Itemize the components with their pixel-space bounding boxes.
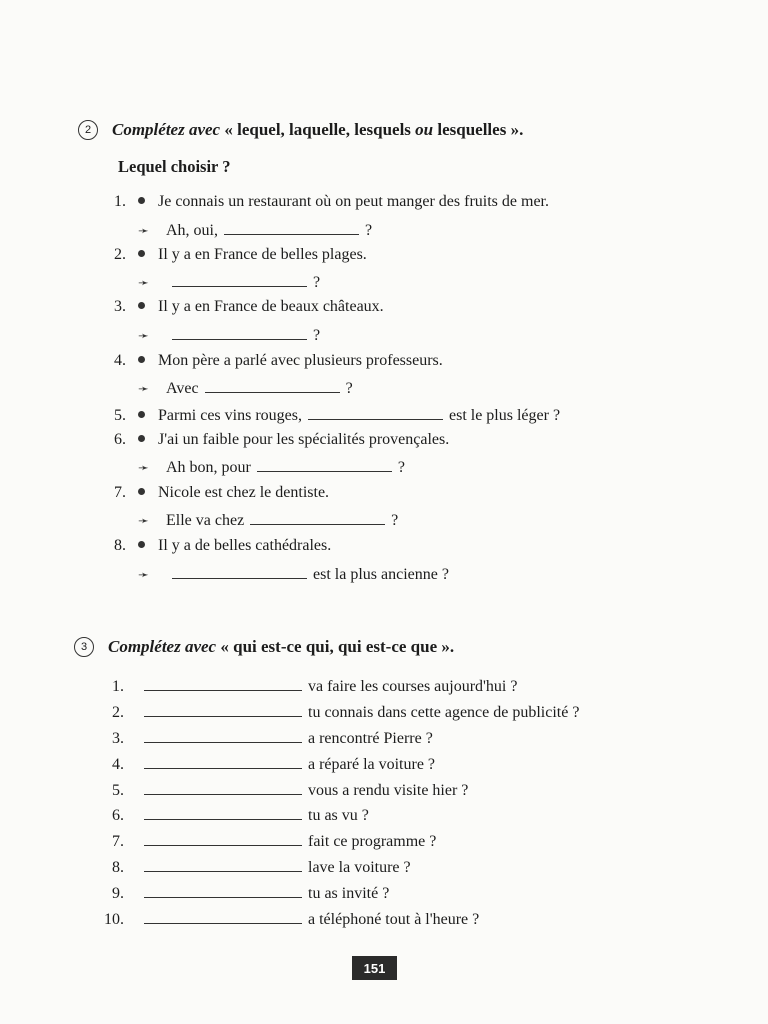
arrow-right-icon: ➛ [138,513,149,528]
item-number: 3. [114,298,126,315]
answer-blank[interactable] [308,405,443,420]
answer-blank[interactable] [144,805,302,820]
answer-blank[interactable] [172,325,307,340]
item-number: 1. [114,193,126,210]
exercise-2-item-8 [96,537,331,555]
exercise-2-item-4-answer [96,378,353,398]
item-number: 7. [112,833,124,850]
item-text: tu connais dans cette agence de publicité ? [308,704,580,721]
exercise-3-item-9 [98,883,389,903]
exercise-3-item-7 [98,831,436,851]
bullet-icon [138,541,145,548]
bullet-icon [138,411,145,418]
exercise-2-item-3 [96,298,384,316]
exercise-2-instruction [112,120,523,140]
item-text: lave la voiture ? [308,859,411,876]
exercise-2-item-1-answer [96,220,372,240]
answer-blank[interactable] [144,702,302,717]
item-text: tu as vu ? [308,807,369,824]
item-text: a réparé la voiture ? [308,756,436,773]
answer-blank[interactable] [172,272,307,287]
answer-blank[interactable] [224,220,359,235]
answer-blank[interactable] [257,457,392,472]
arrow-right-icon: ➛ [138,328,149,343]
exercise-3-item-6 [98,805,369,825]
exercise-2-item-2 [96,246,367,264]
exercise-2-item-6 [96,431,449,449]
bullet-icon [138,250,145,257]
answer-blank[interactable] [250,510,385,525]
instruction-ou: ou [415,120,434,139]
exercise-3-instruction [108,637,454,657]
answer-blank[interactable] [205,378,340,393]
answer-blank[interactable] [144,676,302,691]
arrow-right-icon: ➛ [138,275,149,290]
instruction-italic: Complétez avec [112,120,221,139]
instruction-italic: Complétez avec [108,637,217,656]
exercise-2-item-5 [96,405,560,425]
item-number: 2. [114,246,126,263]
exercise-2-item-7-answer [96,510,398,530]
exercise-3-item-3 [98,728,433,748]
item-number: 2. [112,704,124,721]
item-number: 8. [112,859,124,876]
answer-blank[interactable] [144,883,302,898]
answer-blank[interactable] [144,728,302,743]
item-prompt: Nicole est chez le dentiste. [158,484,330,501]
item-prompt-tail: est le plus léger ? [448,407,561,424]
answer-blank[interactable] [144,909,302,924]
arrow-right-icon: ➛ [138,460,149,475]
item-text: va faire les courses aujourd'hui ? [308,678,518,695]
bullet-icon [138,356,145,363]
answer-lead: Elle va chez [166,512,245,529]
item-number: 4. [114,352,126,369]
answer-lead: Avec [166,380,199,397]
answer-blank[interactable] [144,754,302,769]
answer-tail: ? [365,222,373,239]
item-text: fait ce programme ? [308,833,437,850]
answer-blank[interactable] [172,564,307,579]
exercise-3-item-10 [98,909,479,929]
page-number: 151 [352,956,397,980]
exercise-2-item-7 [96,484,329,502]
exercise-3-item-1 [98,676,517,696]
bullet-icon [138,302,145,309]
instruction-text: « lequel, laquelle, lesquels [224,120,416,139]
exercise-3-item-8 [98,857,411,877]
answer-tail: ? [313,274,321,291]
answer-tail: ? [391,512,399,529]
bullet-icon [138,488,145,495]
item-number: 3. [112,730,124,747]
exercise-2-item-3-answer [96,325,320,345]
exercise-3-item-2 [98,702,579,722]
arrow-right-icon: ➛ [138,567,149,582]
instruction-end: lesquelles ». [433,120,524,139]
item-number: 10. [104,911,124,928]
exercise-number-badge: 2 [78,120,98,140]
answer-blank[interactable] [144,780,302,795]
exercise-3-item-5 [98,780,468,800]
answer-tail: ? [313,327,321,344]
arrow-right-icon: ➛ [138,223,149,238]
exercise-2-item-4 [96,352,443,370]
item-number: 6. [112,807,124,824]
arrow-right-icon: ➛ [138,381,149,396]
exercise-number-badge: 3 [74,637,94,657]
item-prompt: Il y a en France de beaux châteaux. [158,298,384,315]
exercise-2-item-1 [96,193,549,211]
item-prompt: J'ai un faible pour les spécialités provençales. [158,431,450,448]
item-number: 5. [114,407,126,424]
exercise-2-item-2-answer [96,272,320,292]
item-text: tu as invité ? [308,885,390,902]
item-text: a téléphoné tout à l'heure ? [308,911,480,928]
item-number: 8. [114,537,126,554]
exercise-2-subtitle: Lequel choisir ? [118,157,231,176]
bullet-icon [138,435,145,442]
item-number: 6. [114,431,126,448]
answer-tail: ? [345,380,353,397]
answer-tail: ? [397,459,405,476]
item-number: 1. [112,678,124,695]
item-number: 4. [112,756,124,773]
exercise-2-header [78,120,523,140]
item-number: 7. [114,484,126,501]
item-prompt: Il y a de belles cathédrales. [158,537,332,554]
answer-tail: est la plus ancienne ? [313,566,449,583]
answer-blank[interactable] [144,857,302,872]
bullet-icon [138,197,145,204]
exercise-2-item-8-answer [96,564,449,584]
item-text: vous a rendu visite hier ? [308,782,469,799]
exercise-3-item-4 [98,754,435,774]
item-prompt: Mon père a parlé avec plusieurs professeurs. [158,352,443,369]
answer-blank[interactable] [144,831,302,846]
item-text: a rencontré Pierre ? [308,730,433,747]
exercise-3-header [74,637,454,657]
item-prompt: Je connais un restaurant où on peut manger des fruits de mer. [158,193,549,210]
answer-lead: Ah bon, pour [166,459,251,476]
answer-lead: Ah, oui, [166,222,218,239]
instruction-text: « qui est-ce qui, qui est-ce que ». [220,637,455,656]
item-prompt: Il y a en France de belles plages. [158,246,367,263]
item-number: 9. [112,885,124,902]
item-number: 5. [112,782,124,799]
item-prompt-lead: Parmi ces vins rouges, [158,407,302,424]
exercise-2-item-6-answer [96,457,405,477]
